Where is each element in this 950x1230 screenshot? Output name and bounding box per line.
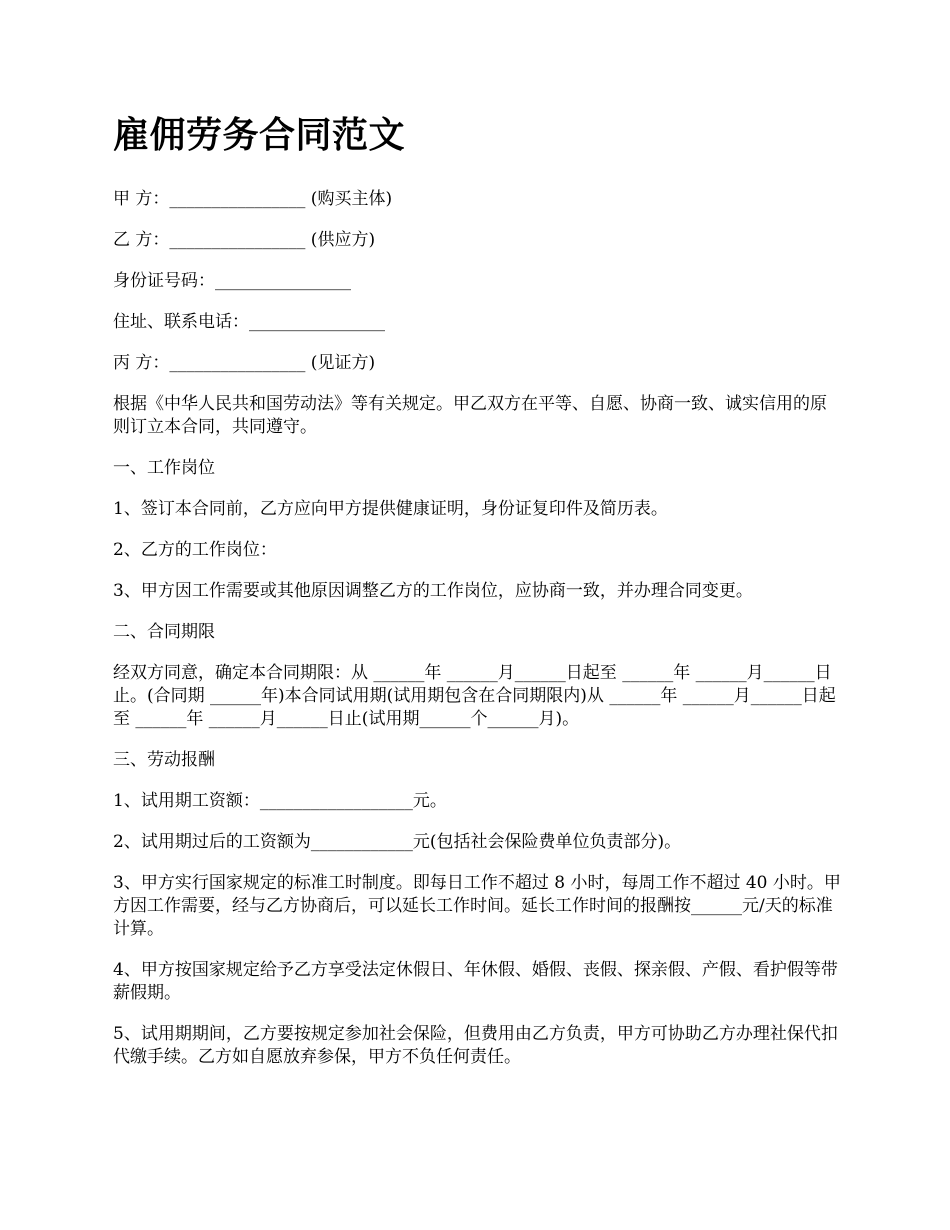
address-phone-line: 住址、联系电话：________________ (113, 312, 385, 332)
job-clause-3: 3、甲方因工作需要或其他原因调整乙方的工作岗位，应协商一致，并办理合同变更。 (113, 581, 753, 601)
pay-clause-5: 5、试用期期间，乙方要按规定参加社会保险，但费用由乙方负责，甲方可协助乙方办理社保代扣代缴手续。乙方如自愿放弃参保，甲方不负任何责任。 (113, 1024, 838, 1067)
section-heading-job-position: 一、工作岗位 (113, 458, 215, 478)
section-heading-contract-term: 二、合同期限 (113, 622, 215, 642)
party-b-line: 乙 方：________________ (供应方) (113, 230, 376, 250)
document-title: 雇佣劳务合同范文 (113, 115, 406, 156)
id-number-line: 身份证号码：________________ (113, 271, 351, 291)
contract-term-paragraph: 经双方同意，确定本合同期限：从 ______年 ______月______日起至 ______年 ______月______日止。(合同期 ______年)本合同试用期(试用期包含在合同期限内)从 ______年 ______月______日起至 ______年 ______月______日止(试用期______个______月)。 (113, 663, 836, 729)
document-body (113, 112, 843, 1087)
pay-clause-3: 3、甲方实行国家规定的标准工时制度。即每日工作不超过 8 小时，每周工作不超过 40 小时。甲方因工作需要，经与乙方协商后，可以延长工作时间。延长工作时间的报酬按______元/天的标准计算。 (113, 873, 841, 939)
job-clause-2: 2、乙方的工作岗位： (113, 540, 277, 560)
pay-clause-4: 4、甲方按国家规定给予乙方享受法定休假日、年休假、婚假、丧假、探亲假、产假、看护假等带薪假期。 (113, 960, 838, 1003)
party-a-line: 甲 方：________________ (购买主体) (113, 189, 393, 209)
pay-clause-1: 1、试用期工资额：__________________元。 (113, 791, 447, 811)
job-clause-1: 1、签订本合同前，乙方应向甲方提供健康证明，身份证复印件及简历表。 (113, 499, 668, 519)
party-c-line: 丙 方：________________ (见证方) (113, 353, 376, 373)
pay-clause-2: 2、试用期过后的工资额为____________元(包括社会保险费单位负责部分)。 (113, 832, 682, 852)
section-heading-remuneration: 三、劳动报酬 (113, 750, 215, 770)
preamble-paragraph: 根据《中华人民共和国劳动法》等有关规定。甲乙双方在平等、自愿、协商一致、诚实信用的原则订立本合同，共同遵守。 (113, 394, 827, 437)
